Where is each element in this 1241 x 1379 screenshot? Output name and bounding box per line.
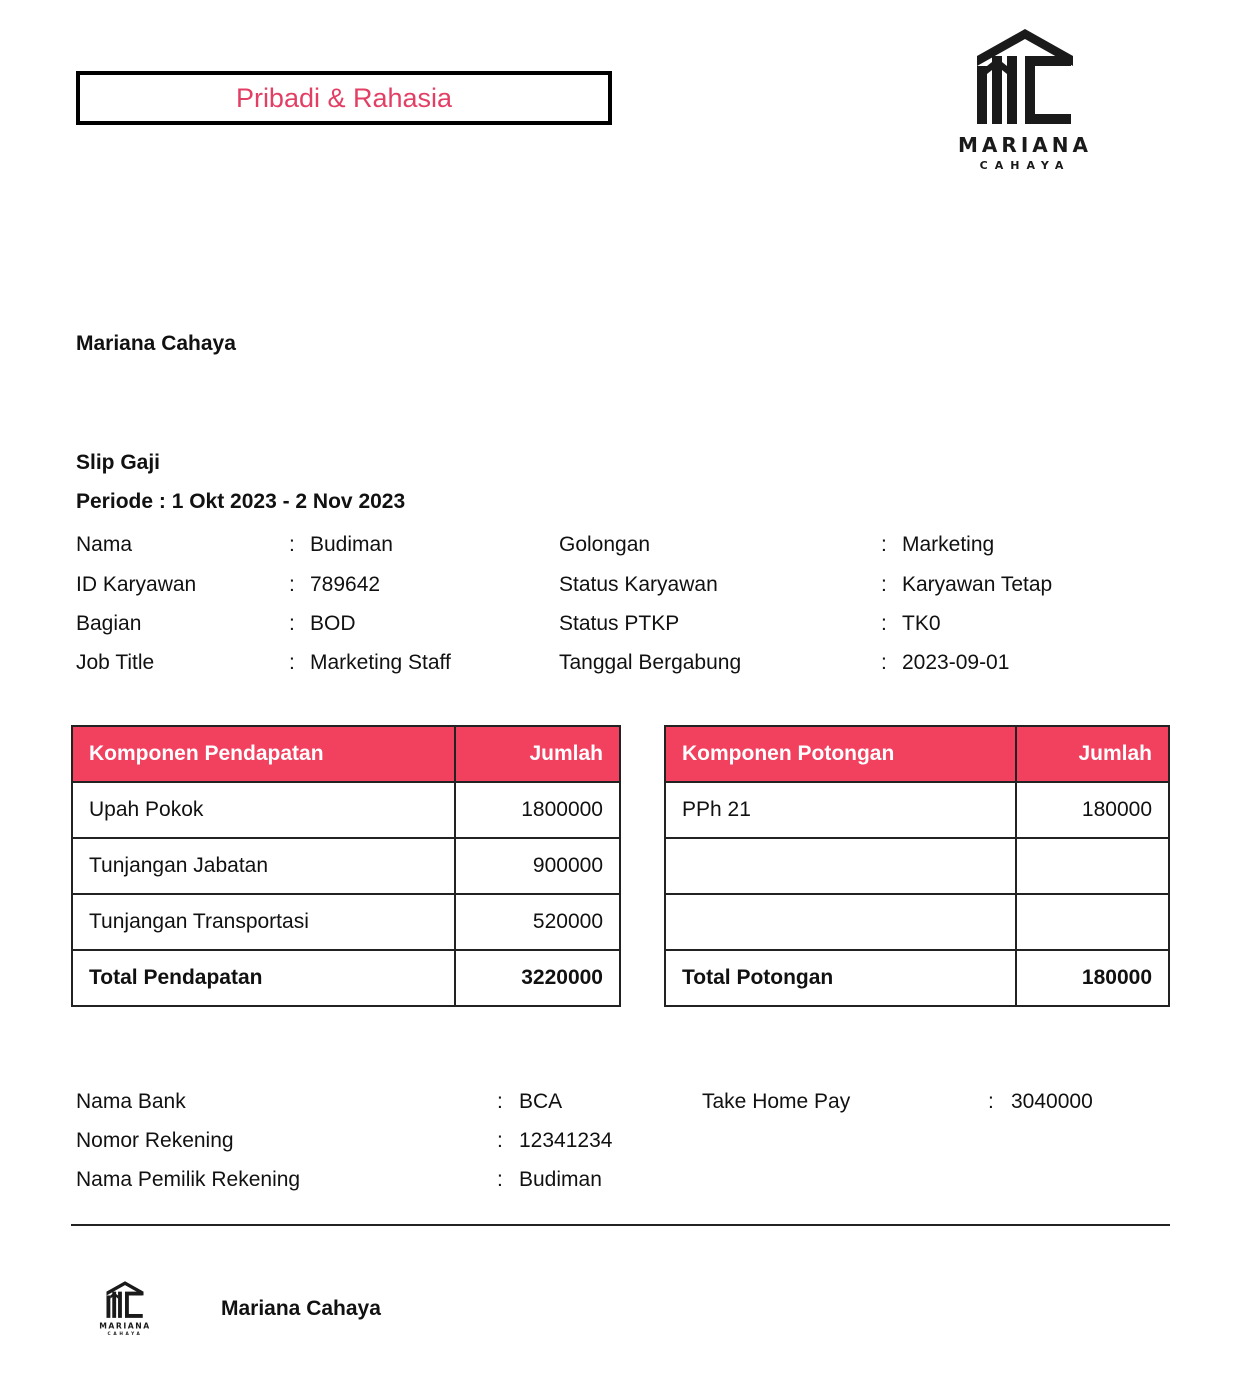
info-label: Tanggal Bergabung bbox=[559, 651, 742, 674]
earnings-item-amount: 1800000 bbox=[455, 782, 620, 838]
bank-colon: : bbox=[497, 1129, 503, 1152]
earnings-table bbox=[71, 725, 621, 1007]
info-label: Status Karyawan bbox=[559, 573, 718, 596]
earnings-header-amount: Jumlah bbox=[455, 726, 620, 782]
info-row bbox=[0, 531, 1241, 559]
deductions-total-label: Total Potongan bbox=[665, 950, 1016, 1006]
logo-text-line2: CAHAYA bbox=[979, 159, 1071, 172]
info-row bbox=[0, 571, 1241, 599]
info-label: ID Karyawan bbox=[76, 573, 197, 596]
info-value: 789642 bbox=[310, 573, 381, 596]
bank-colon: : bbox=[497, 1090, 503, 1113]
info-row bbox=[0, 649, 1241, 677]
info-value: Budiman bbox=[310, 533, 393, 556]
deductions-total-row bbox=[665, 950, 1169, 1006]
info-colon: : bbox=[289, 651, 295, 674]
take-home-colon: : bbox=[988, 1090, 994, 1113]
footer-divider bbox=[71, 1224, 1170, 1226]
info-value: Marketing Staff bbox=[310, 651, 451, 674]
bank-row bbox=[0, 1127, 1241, 1155]
bank-label: Nomor Rekening bbox=[76, 1129, 234, 1152]
take-home-value: 3040000 bbox=[1011, 1090, 1093, 1113]
deductions-item-amount bbox=[1016, 838, 1169, 894]
bank-colon: : bbox=[497, 1168, 503, 1191]
earnings-total-amount: 3220000 bbox=[455, 950, 620, 1006]
bank-label: Nama Pemilik Rekening bbox=[76, 1168, 301, 1191]
earnings-item-label: Upah Pokok bbox=[72, 782, 455, 838]
logo-text-line1: MARIANA bbox=[958, 133, 1092, 157]
deductions-item-label bbox=[665, 838, 1016, 894]
take-home-label: Take Home Pay bbox=[702, 1090, 851, 1113]
bank-value: Budiman bbox=[519, 1168, 602, 1191]
info-label: Nama bbox=[76, 533, 133, 556]
table-row bbox=[72, 782, 620, 838]
info-colon: : bbox=[881, 651, 887, 674]
earnings-total-label: Total Pendapatan bbox=[72, 950, 455, 1006]
info-value: Karyawan Tetap bbox=[902, 573, 1053, 596]
company-name: Mariana Cahaya bbox=[76, 332, 236, 355]
table-row bbox=[665, 782, 1169, 838]
slip-title: Slip Gaji bbox=[76, 451, 161, 474]
bank-value: BCA bbox=[519, 1090, 563, 1113]
footer-logo-text-line2: CAHAYA bbox=[107, 1331, 143, 1337]
info-value: BOD bbox=[310, 612, 356, 635]
deductions-total-amount: 180000 bbox=[1016, 950, 1169, 1006]
info-colon: : bbox=[881, 533, 887, 556]
table-row bbox=[72, 838, 620, 894]
info-colon: : bbox=[881, 612, 887, 635]
earnings-item-label: Tunjangan Jabatan bbox=[72, 838, 455, 894]
info-label: Bagian bbox=[76, 612, 142, 635]
footer-logo bbox=[98, 1280, 152, 1338]
table-row bbox=[665, 894, 1169, 950]
deductions-header-label: Komponen Potongan bbox=[665, 726, 1016, 782]
info-value: 2023-09-01 bbox=[902, 651, 1010, 674]
info-label: Golongan bbox=[559, 533, 651, 556]
bank-value: 12341234 bbox=[519, 1129, 613, 1152]
deductions-item-label: PPh 21 bbox=[665, 782, 1016, 838]
deductions-item-amount: 180000 bbox=[1016, 782, 1169, 838]
earnings-item-amount: 900000 bbox=[455, 838, 620, 894]
deductions-header-amount: Jumlah bbox=[1016, 726, 1169, 782]
table-row bbox=[72, 894, 620, 950]
info-colon: : bbox=[289, 533, 295, 556]
confidential-label: Pribadi & Rahasia bbox=[76, 71, 612, 125]
earnings-item-label: Tunjangan Transportasi bbox=[72, 894, 455, 950]
bank-label: Nama Bank bbox=[76, 1090, 186, 1113]
info-value: TK0 bbox=[902, 612, 941, 635]
info-colon: : bbox=[289, 612, 295, 635]
info-label: Status PTKP bbox=[559, 612, 680, 635]
deductions-table bbox=[664, 725, 1170, 1007]
deductions-item-amount bbox=[1016, 894, 1169, 950]
bank-row bbox=[0, 1166, 1241, 1194]
bank-row bbox=[0, 1088, 1241, 1116]
earnings-header-label: Komponen Pendapatan bbox=[72, 726, 455, 782]
info-label: Job Title bbox=[76, 651, 155, 674]
table-row bbox=[665, 838, 1169, 894]
info-colon: : bbox=[289, 573, 295, 596]
info-row bbox=[0, 610, 1241, 638]
deductions-item-label bbox=[665, 894, 1016, 950]
footer-logo-text-line1: MARIANA bbox=[99, 1321, 151, 1331]
period-text: Periode : 1 Okt 2023 - 2 Nov 2023 bbox=[76, 490, 406, 513]
info-value: Marketing bbox=[902, 533, 995, 556]
company-logo bbox=[955, 26, 1095, 176]
footer-company-name: Mariana Cahaya bbox=[221, 1297, 381, 1320]
earnings-total-row bbox=[72, 950, 620, 1006]
info-colon: : bbox=[881, 573, 887, 596]
earnings-item-amount: 520000 bbox=[455, 894, 620, 950]
